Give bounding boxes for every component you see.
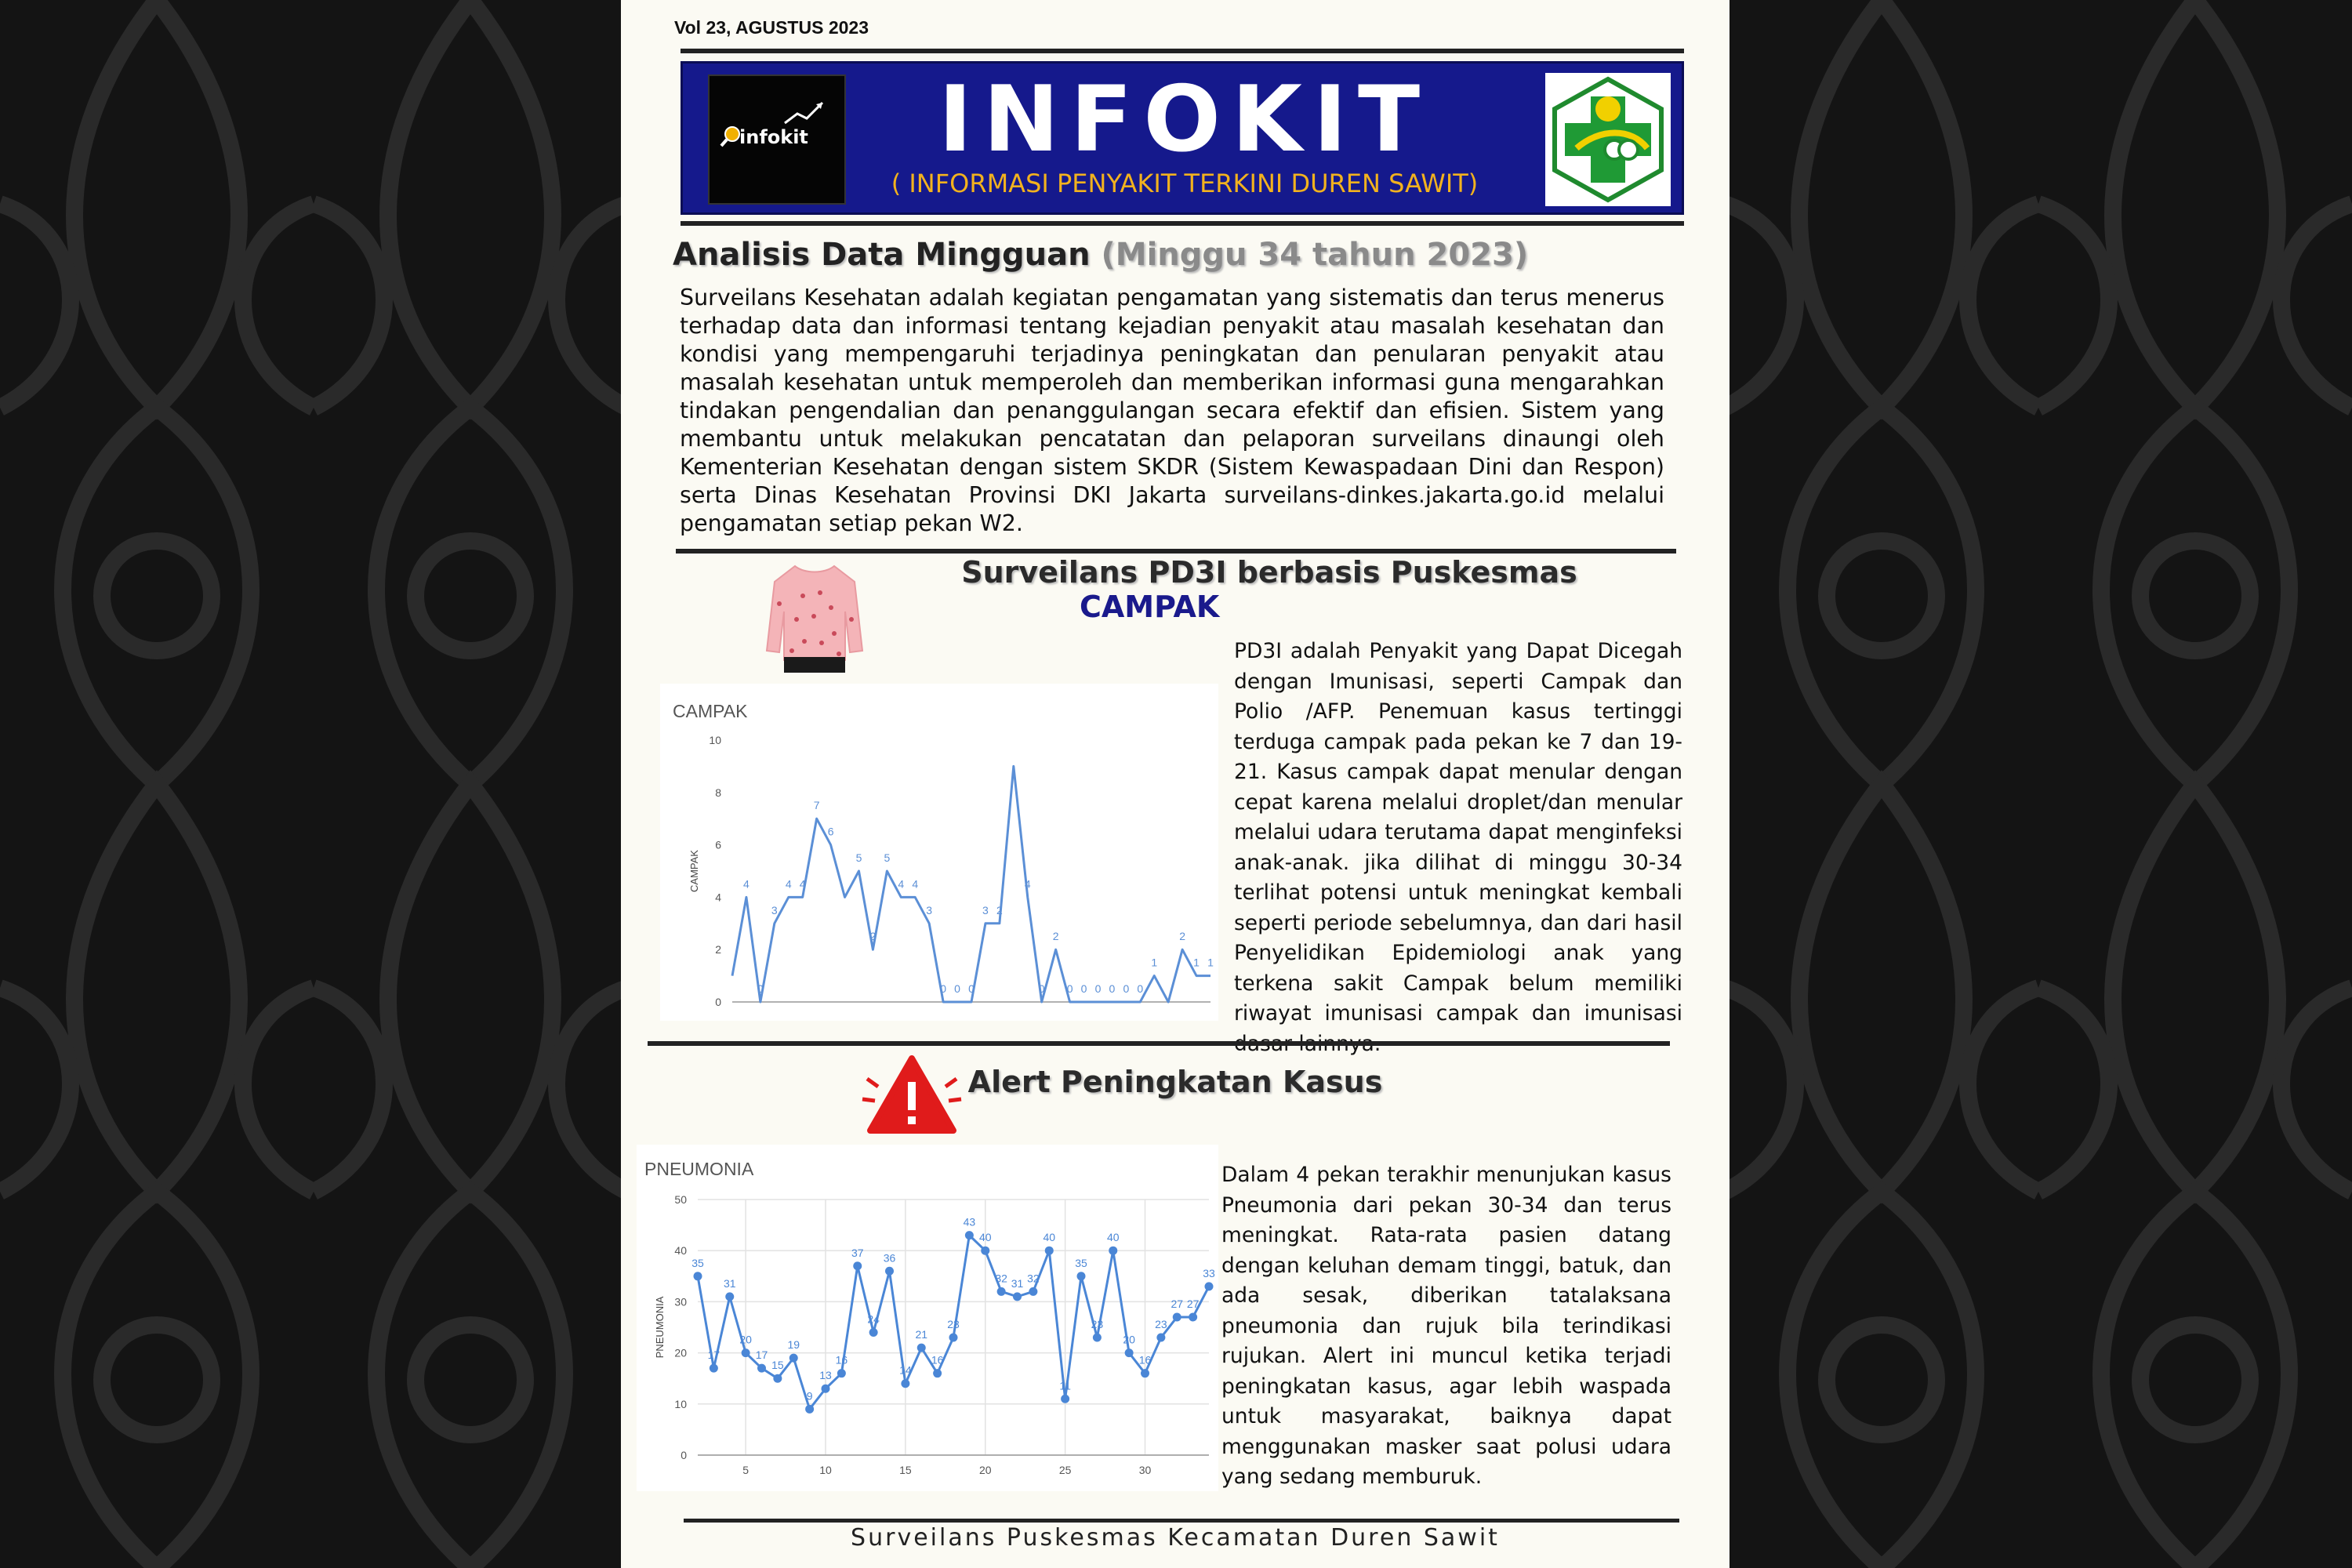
data-point [885,1267,894,1276]
data-point [694,1272,702,1280]
data-point [949,1334,958,1342]
data-label: 5 [855,851,862,864]
data-label: 23 [1091,1318,1104,1331]
data-label: 16 [835,1353,848,1367]
section-rule-2 [648,1041,1670,1046]
x-tick-label: 5 [742,1464,750,1476]
data-label: 19 [787,1338,800,1352]
data-point [1125,1348,1134,1357]
data-label: 9 [806,1389,813,1403]
x-tick-label: 20 [978,1464,992,1476]
y-tick-label: 2 [715,943,721,956]
data-label: 4 [1024,877,1031,891]
y-tick-label: 50 [674,1193,687,1206]
data-label: 36 [883,1251,896,1265]
puskesmas-logo [1545,73,1671,206]
data-point [837,1369,846,1377]
data-point [710,1364,718,1373]
banner-subtitle: ( INFORMASI PENYAKIT TERKINI DUREN SAWIT) [891,169,1479,198]
data-point [1045,1247,1054,1255]
data-label: 27 [1171,1297,1184,1310]
alert-body: Dalam 4 pekan terakhir menunjukan kasus Pneumonia dari pekan 30-34 dan terus meningkat. Rata-rata pasien datang dengan keluhan demam tinggi, batuk, dan ada sesak, diberikan tatalaksana pneumonia dan rujuk bila terindikasi rujukan. Alert ini muncul ketika terjadi peningkatan kasus, agar lebih waspada untuk masyarakat, baiknya dapat menggunakan masker saat polusi udara yang sedang memburuk. [1221,1163,1671,1489]
data-point [742,1348,750,1357]
data-label: 37 [851,1246,864,1259]
data-point [805,1405,814,1414]
data-label: 35 [691,1256,704,1269]
data-label: 5 [884,851,891,864]
data-label: 0 [1123,982,1130,995]
x-tick-label: 15 [899,1464,912,1476]
data-label: 23 [947,1318,960,1331]
data-label: 4 [799,877,806,891]
data-point [822,1385,830,1393]
pd3i-title: Surveilans PD3I berbasis Puskesmas [961,555,1577,590]
data-label: 0 [1038,982,1045,995]
data-label: 17 [755,1348,768,1362]
data-label: 15 [771,1359,784,1372]
data-point [1029,1287,1037,1296]
data-label: 27 [1186,1297,1200,1310]
data-label: 14 [899,1363,912,1377]
y-axis-label: PNEUMONIA [654,1296,666,1359]
data-label: 7 [813,799,820,812]
footer-rule [684,1519,1679,1523]
data-point [757,1364,766,1373]
data-label: 0 [1094,982,1102,995]
data-label: 0 [1080,982,1087,995]
y-tick-label: 10 [709,734,721,746]
data-label: 21 [915,1328,928,1341]
data-point [1061,1395,1069,1403]
data-point [1156,1334,1165,1342]
top-rule [681,49,1684,53]
data-point [773,1374,782,1383]
data-point [1093,1334,1102,1342]
analysis-heading [673,237,1528,273]
data-label: 3 [926,903,933,916]
y-tick-label: 4 [715,891,721,904]
data-label: 31 [723,1276,736,1290]
data-label: 0 [1066,982,1073,995]
y-tick-label: 6 [715,838,721,851]
pd3i-disease-title: CAMPAK [1080,590,1220,624]
campak-chart-plot [660,684,1218,1021]
data-point [1109,1247,1117,1255]
infokit-logo-text: infokit [739,126,808,148]
data-label: 13 [819,1369,832,1382]
pneumonia-chart [637,1145,1218,1491]
data-label: 43 [963,1215,976,1229]
analysis-heading-main: Analisis Data Mingguan [673,237,1091,273]
alert-title: Alert Peningkatan Kasus [967,1065,1383,1099]
data-point [1173,1312,1181,1321]
pneumonia-chart-title: PNEUMONIA [644,1159,754,1179]
data-label: 40 [1106,1231,1120,1244]
data-label: 6 [827,825,834,838]
data-point [981,1247,989,1255]
data-point [1141,1369,1149,1377]
data-label: 0 [1109,982,1116,995]
data-label: 20 [739,1333,752,1346]
data-label: 2 [996,903,1003,916]
data-label: 40 [1043,1231,1056,1244]
data-point [965,1231,974,1240]
data-label: 1 [1207,956,1214,969]
y-tick-label: 0 [715,996,721,1008]
data-point [997,1287,1006,1296]
y-tick-label: 10 [674,1397,687,1410]
x-tick-label: 30 [1138,1464,1152,1476]
data-point [725,1292,734,1301]
banner-title: INFOKIT [938,67,1432,172]
y-tick-label: 40 [674,1244,687,1258]
data-point [917,1344,926,1352]
y-tick-label: 30 [674,1295,687,1308]
data-point [933,1369,942,1377]
data-label: 2 [1179,930,1186,943]
data-label: 2 [869,930,877,943]
data-label: 3 [982,903,989,916]
newsletter-page [621,0,1730,1568]
data-label: 23 [1155,1318,1167,1331]
data-label: 0 [954,982,960,995]
data-label: 1 [1193,956,1200,969]
data-label: 0 [968,982,975,995]
section-rule-1 [676,549,1676,554]
data-label: 0 [940,982,947,995]
y-axis-label: CAMPAK [688,850,700,892]
data-label: 4 [743,877,750,891]
data-label: 2 [1052,930,1059,943]
y-tick-label: 8 [715,786,721,799]
data-label: 32 [1027,1272,1040,1285]
data-label: 33 [1203,1266,1215,1279]
data-point [853,1261,862,1270]
data-label: 3 [771,903,778,916]
analysis-body: Surveilans Kesehatan adalah kegiatan pengamatan yang sistematis dan terus menerus terhadap data dan informasi tentang kejadian penyakit atau masalah kesehatan dan kondisi yang mempengaruhi terjadinya peningkatan dan penularan penyakit atau masalah kesehatan untuk memperoleh dan memberikan informasi guna mengarahkan tindakan pengendalian dan penanggulangan secara efektif dan efisien. Sistem yang membantu untuk melakukan pencatatan dan pelaporan surveilans dinaungi oleh Kementerian Kesehatan dengan sistem SKDR (Sistem Kewaspadaan Dini dan Respon) serta Dinas Kesehatan Provinsi DKI Jakarta surveilans-dinkes.jakarta.go.id melalui pengamatan setiap pekan W2. [680,285,1664,536]
data-point [1205,1282,1214,1290]
pneumonia-chart-plot [637,1145,1218,1491]
data-label: 1 [1151,956,1158,969]
campak-chart-title: CAMPAK [673,701,748,721]
y-tick-label: 20 [674,1346,687,1359]
volume-label: Vol 23, AGUSTUS 2023 [674,17,869,38]
data-label: 16 [1138,1353,1152,1367]
analysis-heading-week: (Minggu 34 tahun 2023) [1101,237,1529,273]
data-label: 20 [1123,1333,1135,1346]
data-label: 4 [785,877,792,891]
data-label: 32 [995,1272,1007,1285]
header-banner [681,61,1684,215]
footer-text: Surveilans Puskesmas Kecamatan Duren Sawit [851,1524,1500,1552]
data-label: 4 [912,877,919,891]
data-point [789,1354,798,1363]
data-label: 16 [931,1353,944,1367]
data-point [901,1379,909,1388]
data-point [1189,1312,1197,1321]
data-label: 40 [978,1231,992,1244]
banner-bottom-rule [681,221,1684,226]
campak-chart [660,684,1218,1021]
data-label: 11 [1059,1379,1071,1392]
pd3i-body: PD3I adalah Penyakit yang Dapat Dicegah dengan Imunisasi, seperti Campak dan Polio /AFP. Penemuan kasus tertinggi terduga campak pada pekan ke 7 dan 19-21. Kasus campak dapat menular dengan cepat karena melalui droplet/dan menular melalui udara terutama dapat menginfeksi anak-anak. jika dilihat di minggu 30-34 terlihat potensi untuk meningkat kembali seperti periode sebelumnya, dan dari hasil Penyelidikan Epidemiologi anak yang terkena sakit Campak belum memiliki riwayat imunisasi campak dan imunisasi [1234,639,1682,1025]
data-label: 31 [1011,1276,1024,1290]
data-label: 24 [867,1312,880,1326]
data-label: 0 [757,982,764,995]
data-point [869,1328,878,1337]
data-point [1013,1292,1022,1301]
data-point [1077,1272,1086,1280]
x-tick-label: 10 [819,1464,832,1476]
y-tick-label: 0 [681,1449,687,1461]
data-label: 17 [707,1348,720,1362]
data-label: 0 [1137,982,1144,995]
data-label: 35 [1075,1256,1087,1269]
x-tick-label: 25 [1058,1464,1072,1476]
data-label: 4 [898,877,905,891]
